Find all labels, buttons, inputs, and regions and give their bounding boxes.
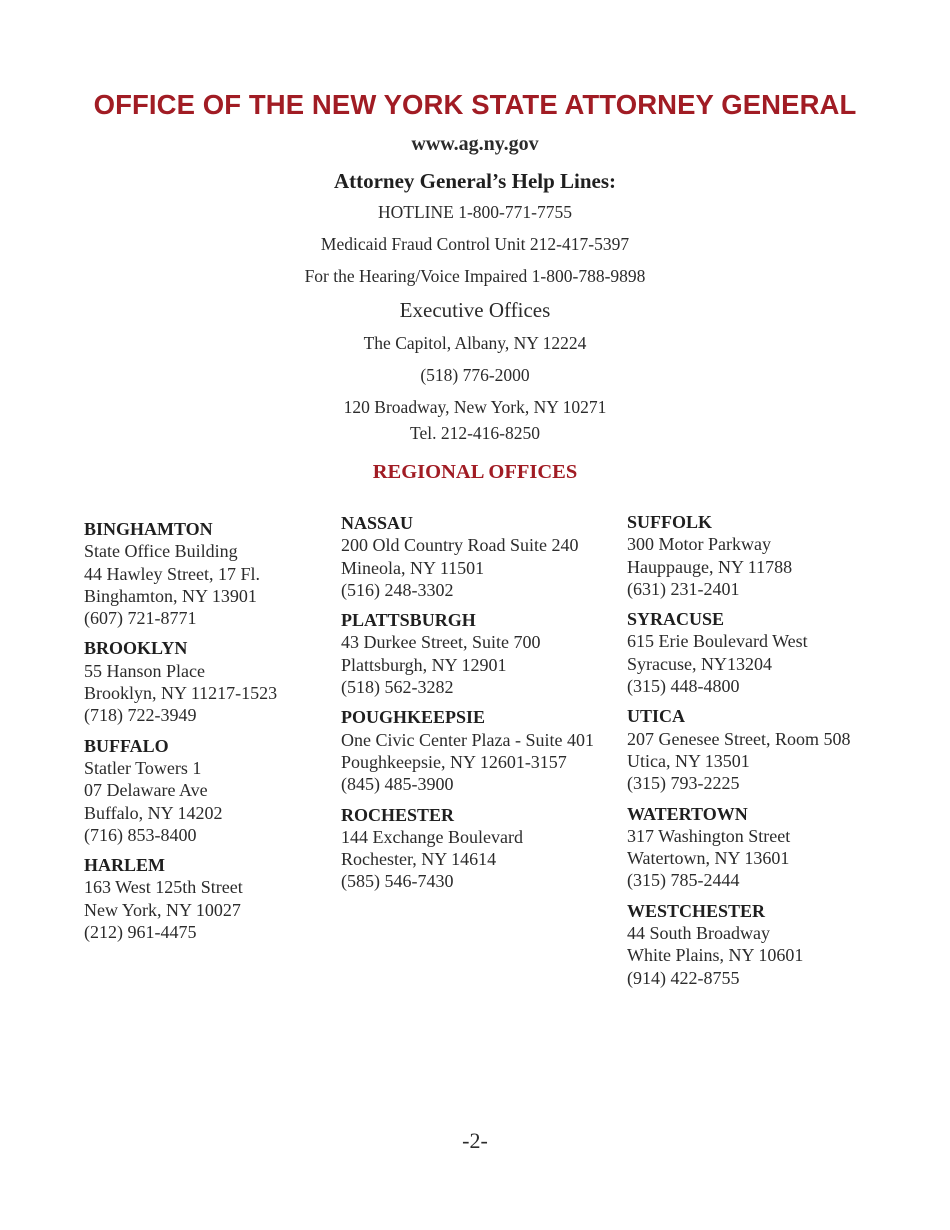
albany-phone: (518) 776-2000 xyxy=(420,365,530,385)
office-phone: (718) 722-3949 xyxy=(84,705,197,726)
page-number: -2- xyxy=(462,1128,488,1153)
office-address-line: State Office Building xyxy=(84,541,238,562)
office-name: BUFFALO xyxy=(84,735,169,756)
office-name: WATERTOWN xyxy=(627,803,748,824)
office-phone: (315) 785-2444 xyxy=(627,870,740,891)
office-address-line: 163 West 125th Street xyxy=(84,877,243,898)
office-address-line: 07 Delaware Ave xyxy=(84,780,208,801)
office-address-line: 317 Washington Street xyxy=(627,825,791,846)
office-address-line: Watertown, NY 13601 xyxy=(627,848,790,869)
office-phone: (315) 793-2225 xyxy=(627,773,740,794)
office-name: NASSAU xyxy=(341,513,414,533)
office-phone: (716) 853-8400 xyxy=(84,824,197,845)
office-name: ROCHESTER xyxy=(341,804,455,825)
office-phone: (914) 422-8755 xyxy=(627,967,740,988)
office-address-line: Plattsburgh, NY 12901 xyxy=(341,654,507,675)
office-address-line: Binghamton, NY 13901 xyxy=(84,585,257,606)
office-name: WESTCHESTER xyxy=(627,900,766,921)
office-address-line: Hauppauge, NY 11788 xyxy=(627,556,793,577)
office-address-line: Utica, NY 13501 xyxy=(627,750,750,771)
office-phone: (518) 562-3282 xyxy=(341,677,454,698)
regional-column-1 xyxy=(84,518,277,951)
website-url: www.ag.ny.gov xyxy=(411,133,539,155)
office-name: SYRACUSE xyxy=(627,609,725,630)
executive-offices-heading: Executive Offices xyxy=(399,298,551,322)
office-address-line: Rochester, NY 14614 xyxy=(341,849,497,870)
office-syracuse xyxy=(627,608,850,697)
office-phone: (315) 448-4800 xyxy=(627,676,740,697)
office-harlem xyxy=(84,854,277,943)
nyc-address: 120 Broadway, New York, NY 10271 xyxy=(343,397,607,417)
office-address-line: Buffalo, NY 14202 xyxy=(84,802,223,823)
office-name: BROOKLYN xyxy=(84,638,188,659)
office-nassau xyxy=(341,512,594,601)
office-name: BINGHAMTON xyxy=(84,519,213,539)
nyc-phone: Tel. 212-416-8250 xyxy=(409,423,540,443)
office-address-line: Statler Towers 1 xyxy=(84,757,202,778)
office-plattsburgh xyxy=(341,609,594,698)
regional-column-2 xyxy=(341,512,594,901)
office-phone: (516) 248-3302 xyxy=(341,579,454,600)
office-address-line: 200 Old Country Road Suite 240 xyxy=(341,535,579,556)
office-address-line: Mineola, NY 11501 xyxy=(341,557,485,578)
office-address-line: 615 Erie Boulevard West xyxy=(627,631,808,652)
office-address-line: 144 Exchange Boulevard xyxy=(341,826,523,847)
office-rochester xyxy=(341,804,594,893)
office-phone: (585) 546-7430 xyxy=(341,871,454,892)
office-binghamton xyxy=(84,518,277,629)
office-name: SUFFOLK xyxy=(627,512,713,532)
office-poughkeepsie xyxy=(341,706,594,795)
office-address-line: New York, NY 10027 xyxy=(84,899,241,920)
office-name: UTICA xyxy=(627,706,686,727)
office-phone: (845) 485-3900 xyxy=(341,774,454,795)
office-address-line: White Plains, NY 10601 xyxy=(627,945,804,966)
office-phone: (631) 231-2401 xyxy=(627,578,740,599)
office-address-line: Brooklyn, NY 11217-1523 xyxy=(84,683,278,704)
office-phone: (607) 721-8771 xyxy=(84,608,197,629)
office-address-line: 55 Hanson Place xyxy=(84,660,205,681)
office-westchester xyxy=(627,900,850,989)
office-utica xyxy=(627,705,850,794)
office-address-line: 207 Genesee Street, Room 508 xyxy=(627,728,851,749)
help-lines-heading: Attorney General’s Help Lines: xyxy=(333,169,617,193)
office-name: PLATTSBURGH xyxy=(341,610,476,631)
office-address-line: Syracuse, NY13204 xyxy=(627,653,772,674)
page-title: OFFICE OF THE NEW YORK STATE ATTORNEY GENERAL xyxy=(93,89,857,120)
office-address-line: 43 Durkee Street, Suite 700 xyxy=(341,632,541,653)
office-name: POUGHKEEPSIE xyxy=(341,707,486,728)
medicaid-fraud-line: Medicaid Fraud Control Unit 212-417-5397 xyxy=(320,234,630,254)
office-name: HARLEM xyxy=(84,855,165,876)
office-address-line: One Civic Center Plaza - Suite 401 xyxy=(341,729,594,750)
hotline: HOTLINE 1-800-771-7755 xyxy=(378,202,572,222)
albany-address: The Capitol, Albany, NY 12224 xyxy=(363,333,587,353)
office-buffalo xyxy=(84,735,277,846)
office-address-line: 44 South Broadway xyxy=(627,923,770,944)
office-address-line: 44 Hawley Street, 17 Fl. xyxy=(84,563,260,584)
office-address-line: Poughkeepsie, NY 12601-3157 xyxy=(341,751,567,772)
office-brooklyn xyxy=(84,637,277,726)
regional-column-3 xyxy=(627,511,850,997)
office-suffolk xyxy=(627,511,850,600)
regional-offices-heading: REGIONAL OFFICES xyxy=(372,461,578,483)
office-address-line: 300 Motor Parkway xyxy=(627,534,771,555)
office-watertown xyxy=(627,803,850,892)
hearing-impaired-line: For the Hearing/Voice Impaired 1-800-788-9898 xyxy=(304,266,646,286)
office-phone: (212) 961-4475 xyxy=(84,922,197,943)
